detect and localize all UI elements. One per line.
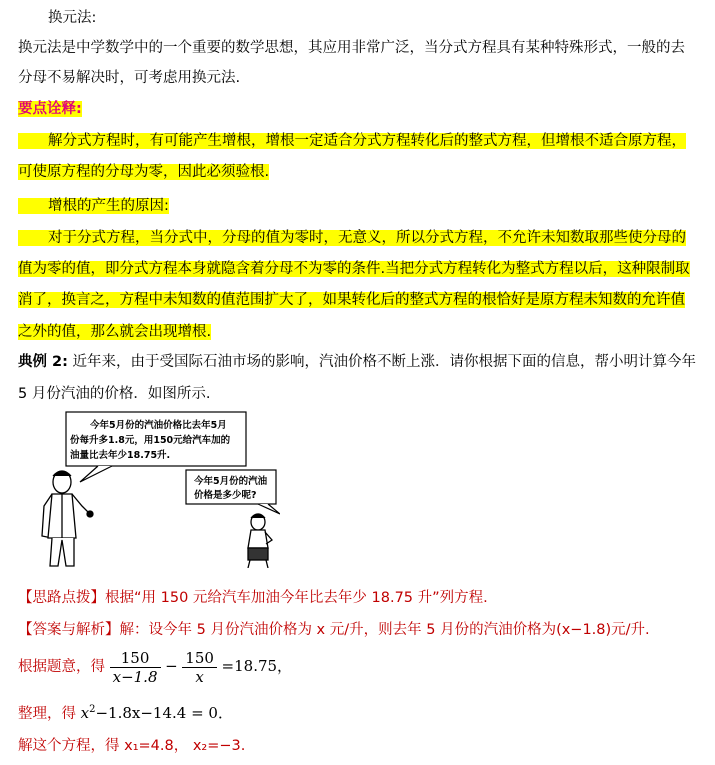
fraction-2-numerator: 150 [182, 649, 217, 668]
p2-title: 增根的产生的原因: [18, 198, 169, 214]
example-line-1: 近年来，由于受国际石油市场的影响，汽油价格不断上涨．请你根据下面的信息，帮小明计算今年 [72, 354, 697, 370]
example-label: 典例 2: [18, 354, 68, 370]
eq2-prefix: 整理，得 [18, 706, 76, 722]
intro-line-1: 换元法是中学数学中的一个重要的数学思想，其应用非常广泛，当分式方程具有某种特殊形式，一般的去 [18, 40, 685, 56]
key-points-label: 要点诠释: [18, 101, 82, 117]
p3-line-3: 消了，换言之，方程中未知数的值范围扩大了，如果转化后的整式方程的根恰好是原方程未知数的允许值 [18, 292, 685, 308]
fraction-2 [182, 649, 217, 686]
bubble1-line-1: 今年5月份的汽油价格比去年5月 [90, 420, 227, 431]
fraction-2-denominator: x [195, 667, 204, 686]
p3-line-2: 值为零的值，即分式方程本身就隐含着分母不为零的条件.当把分式方程转化为整式方程以后，这种限制取 [18, 261, 690, 277]
hint-label: 【思路点拨】 [18, 590, 105, 606]
p1-line-1: 解分式方程时，有可能产生增根，增根一定适合分式方程转化后的整式方程，但增根不适合原方程， [18, 133, 686, 149]
eq2-expr: −1.8x−14.4 = 0． [95, 704, 233, 722]
fraction-1-denominator: x−1.8 [112, 667, 158, 686]
intro-line-2: 分母不易解决时，可考虑用换元法. [18, 70, 241, 86]
bubble2-line-2: 价格是多少呢? [194, 490, 257, 501]
eq3-prefix: 解这个方程，得 [18, 738, 120, 754]
eq1-prefix: 根据题意，得 [18, 659, 105, 675]
hint-text: 根据“用 150 元给汽车加油今年比去年少 18.75 升”列方程. [105, 590, 488, 606]
heading: 换元法: [48, 10, 97, 26]
p1-line-2: 可使原方程的分母为零，因此必须验根. [18, 164, 270, 180]
equation-1: 根据题意，得 $\frac{150}{x-1.8}$ − $\frac{150}{x}$ =18.75， [18, 648, 293, 686]
equation-2: 整理，得 $x^2-1.8x-14.4 = 0$． [18, 704, 233, 722]
equation-3 [18, 736, 245, 756]
boy-figure [248, 514, 272, 568]
root-1: x₁=4.8， [124, 738, 189, 754]
illustration [28, 410, 280, 568]
bubble1-line-2: 份每升多1.8元，用150元给汽车加的 [70, 435, 231, 446]
fraction-1 [110, 649, 161, 686]
p3-line-4: 之外的值，那么就会出现增根. [18, 324, 212, 340]
answer-text: 解：设今年 5 月份汽油价格为 x 元/升，则去年 5 月份的汽油价格为(x−1.8)元/升. [119, 622, 650, 638]
answer-label: 【答案与解析】 [18, 622, 120, 638]
example-line-2: 5 月份汽油的价格．如图所示. [18, 386, 211, 402]
p3-line-1: 对于分式方程，当分式中，分母的值为零时，无意义，所以分式方程，不允许未知数取那些使分母的 [18, 230, 686, 246]
eq1-rhs: =18.75， [221, 657, 293, 675]
bubble1-line-3: 油量比去年少18.75升. [70, 450, 171, 461]
root-2: x₂=−3. [192, 738, 246, 754]
man-figure [42, 471, 93, 566]
bubble2-line-1: 今年5月份的汽油 [194, 476, 268, 487]
fraction-1-numerator: 150 [110, 649, 161, 668]
